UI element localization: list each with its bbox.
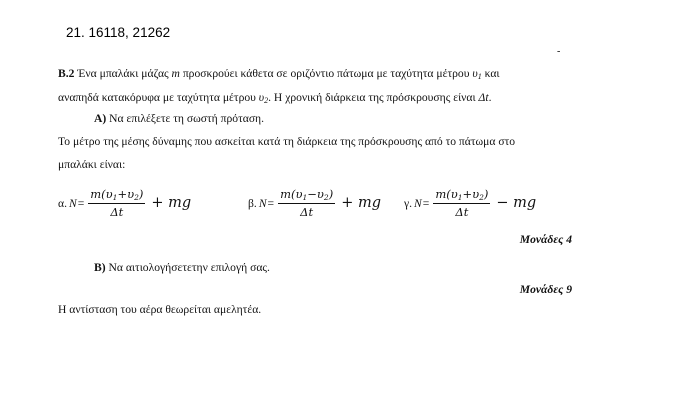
subscript: 1 xyxy=(477,72,482,81)
formula-tail: + mg xyxy=(341,195,381,211)
part-a-text: Να επιλέξετε τη σωστή πρόταση. xyxy=(106,112,265,125)
fraction-denominator: Δt xyxy=(110,205,124,219)
statement-line-2: μπαλάκι είναι: xyxy=(58,158,126,171)
equals-sign: = xyxy=(267,196,275,210)
problem-text: προσκρούει κάθετα σε οριζόντιο πάτωμα με ταχύτητα μέτρου xyxy=(179,67,473,80)
problem-number: Β.2 xyxy=(58,67,75,80)
force-symbol: N xyxy=(414,196,422,210)
problem-line-1 xyxy=(58,68,500,81)
fraction-numerator: m(υ1+υ2) xyxy=(90,187,144,202)
problem-text: Ένα μπαλάκι μάζας xyxy=(77,67,172,80)
formula-tail: − mg xyxy=(496,195,537,211)
problem-text: αναπηδά κατακόρυφα με ταχύτητα μέτρου xyxy=(58,91,259,104)
option-alpha xyxy=(58,183,191,223)
mass-symbol: m xyxy=(171,67,180,80)
fraction xyxy=(88,187,145,219)
part-b-label: Β) xyxy=(94,261,106,274)
fraction-denominator: Δt xyxy=(300,205,314,219)
option-gamma xyxy=(404,183,536,223)
air-resistance-note: Η αντίσταση του αέρα θεωρείται αμελητέα. xyxy=(58,303,262,316)
problem-line-2 xyxy=(58,92,491,105)
fraction-numerator: m(υ1−υ2) xyxy=(280,187,334,202)
problem-text: . Η χρονική διάρκεια της πρόσκρουσης είναι xyxy=(268,91,479,104)
statement-line-1: Το μέτρο της μέσης δύναμης που ασκείται κατά τη διάρκεια της πρόσκρουσης από το πάτωμα στο xyxy=(58,135,516,148)
subscript: 2 xyxy=(264,96,269,105)
fraction-denominator: Δt xyxy=(455,205,469,219)
option-label: γ. xyxy=(404,196,413,210)
option-label: α. xyxy=(58,196,67,210)
stray-mark: - xyxy=(557,46,561,57)
equals-sign: = xyxy=(422,196,430,210)
part-b-question xyxy=(94,262,270,274)
time-interval-symbol: Δt xyxy=(478,91,489,104)
problem-text: . xyxy=(488,91,492,104)
part-a-label: Α) xyxy=(94,112,107,125)
marks-part-b: Μονάδες 9 xyxy=(519,283,572,296)
velocity-symbol: υ xyxy=(258,91,265,104)
part-a-question xyxy=(94,113,264,125)
fraction-numerator: m(υ1+υ2) xyxy=(435,187,489,202)
velocity-symbol: υ xyxy=(472,67,478,80)
equals-sign: = xyxy=(77,196,85,210)
fraction xyxy=(433,187,490,219)
fraction xyxy=(278,187,335,219)
force-symbol: N xyxy=(258,196,267,210)
problem-text: και xyxy=(481,67,500,80)
problem-id-header: 21. 16118, 21262 xyxy=(66,25,171,40)
formula-tail: + mg xyxy=(151,195,192,211)
option-label: β. xyxy=(248,196,257,210)
marks-part-a: Μονάδες 4 xyxy=(519,233,572,246)
option-beta xyxy=(248,183,381,223)
force-symbol: N xyxy=(68,196,77,210)
part-b-text: Να αιτιολογήσετετην επιλογή σας. xyxy=(105,261,270,274)
